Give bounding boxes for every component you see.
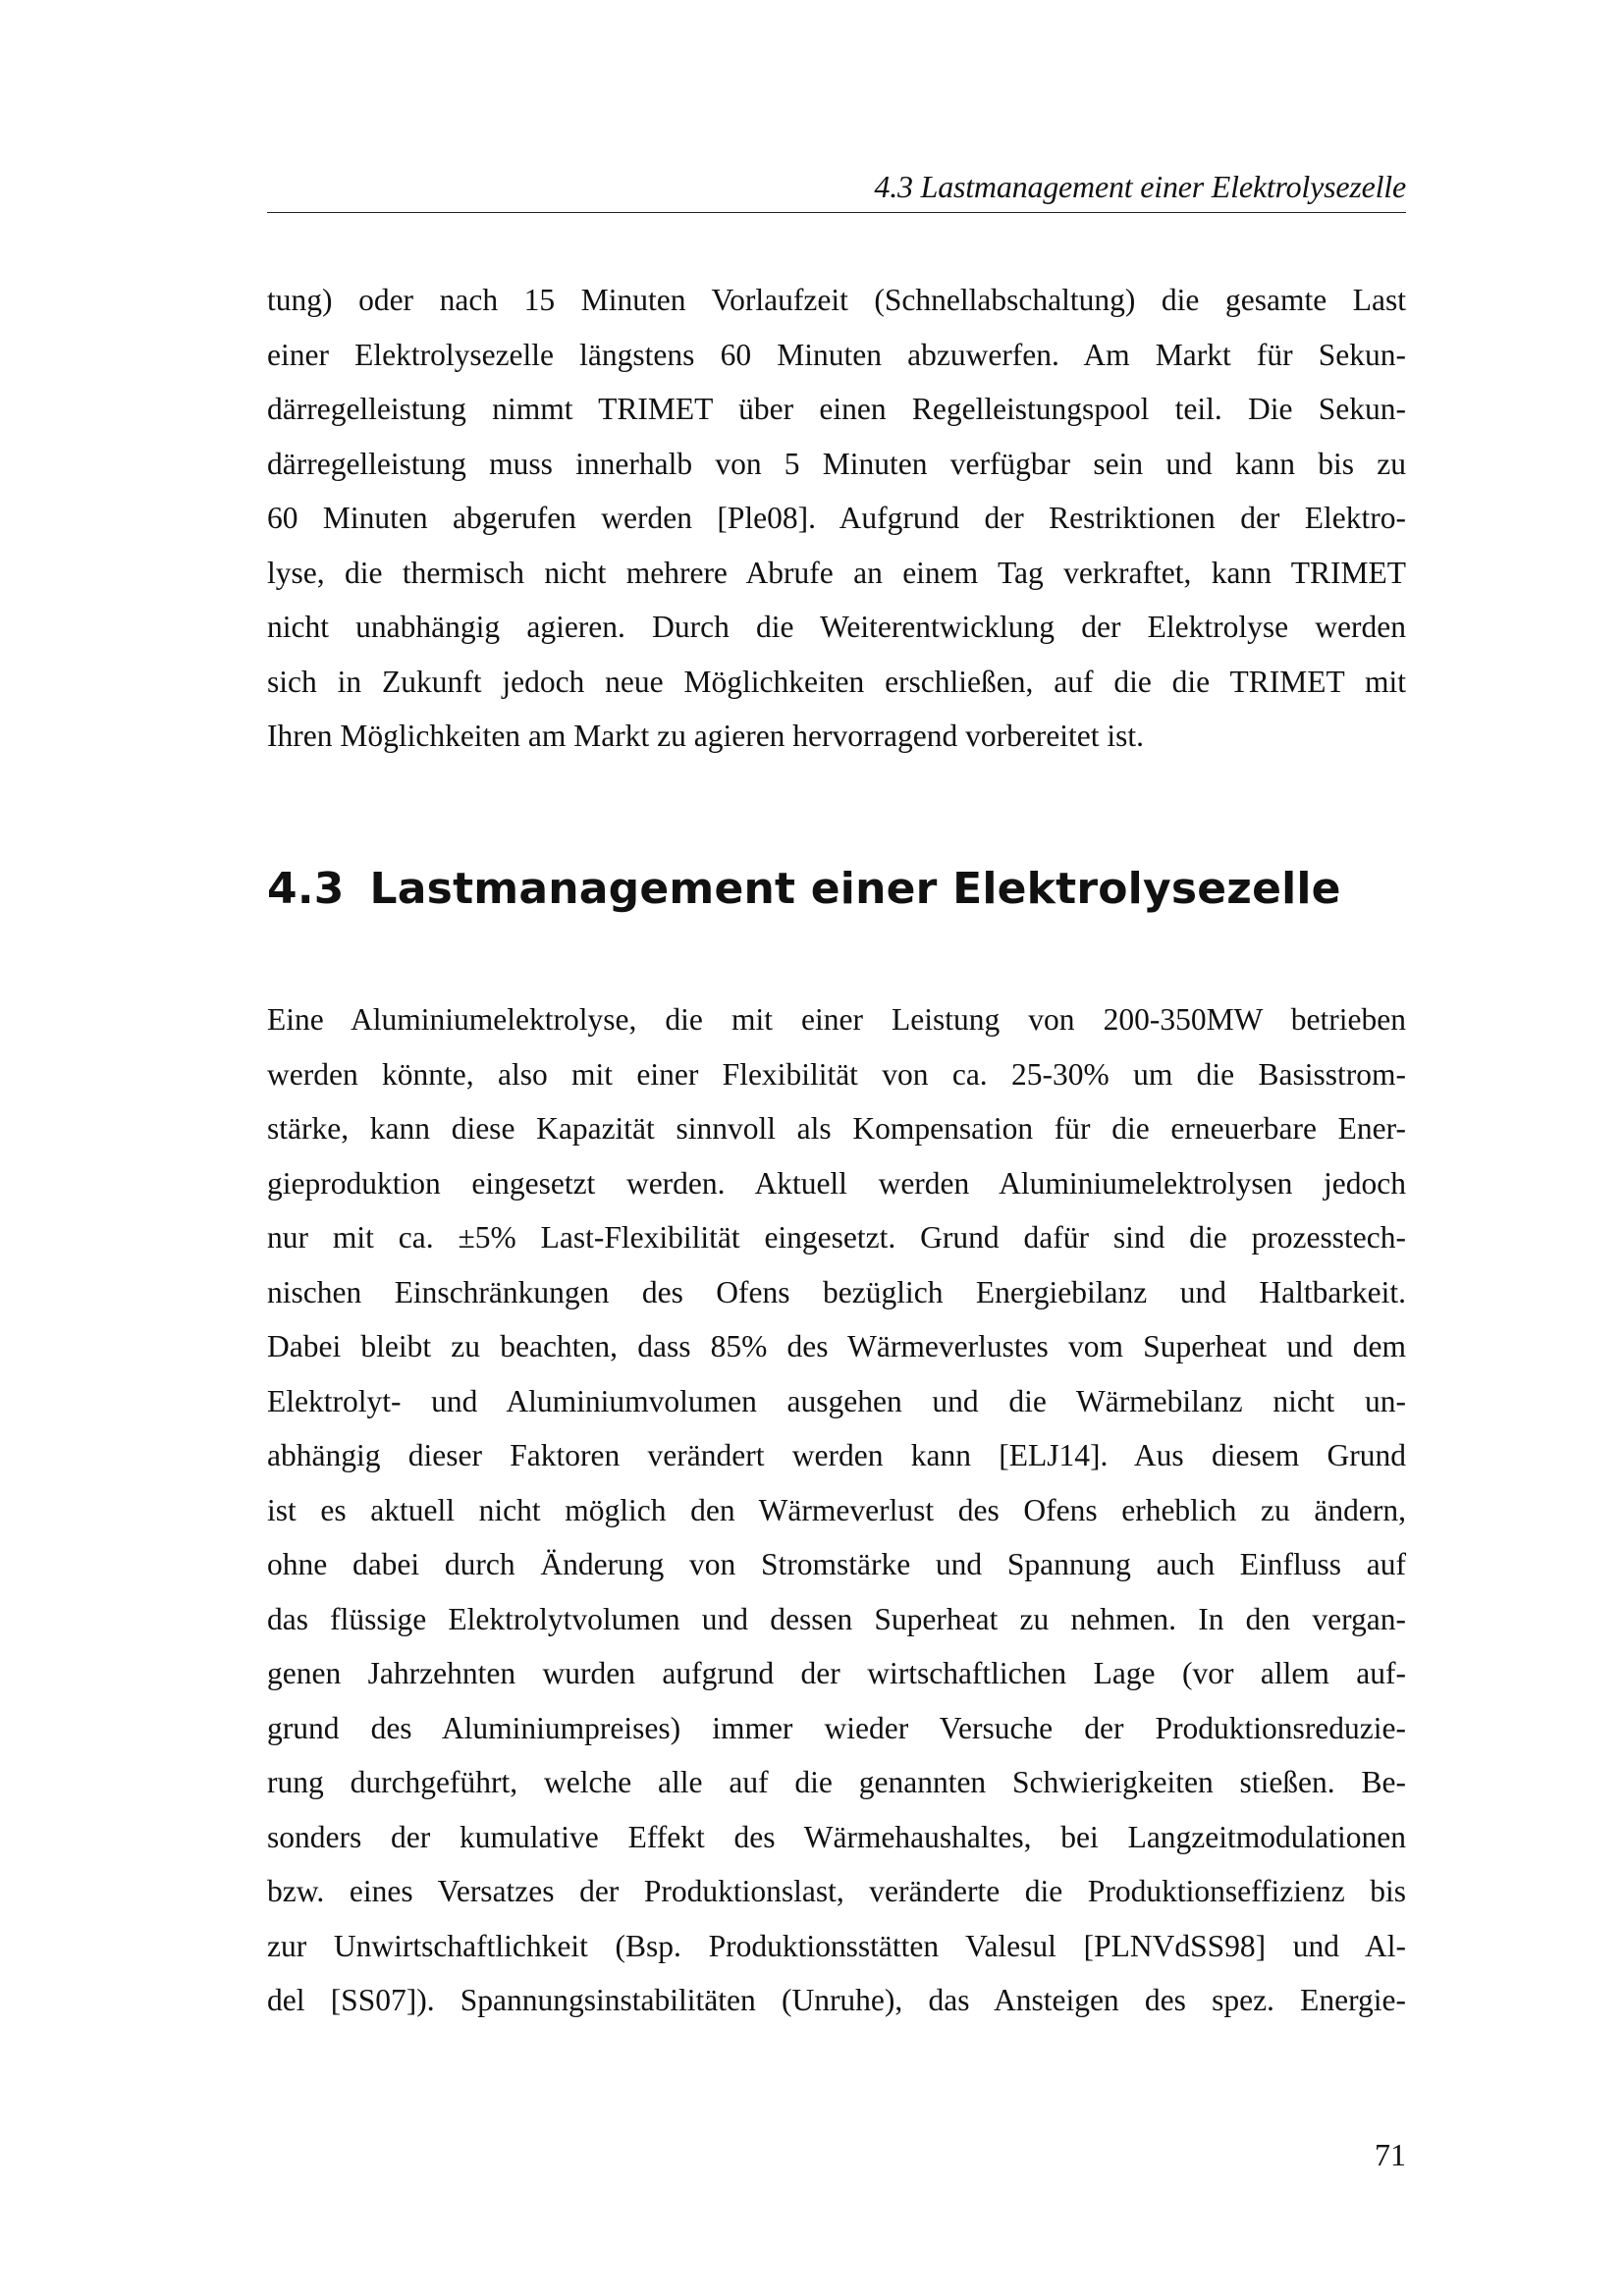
text-line: 60 Minuten abgerufen werden [Ple08]. Aufgrund der Restriktionen der Elektro- <box>267 501 1406 535</box>
text-line: sich in Zukunft jedoch neue Möglichkeiten erschließen, auf die die TRIMET mit <box>267 664 1406 699</box>
paragraph-body <box>267 992 1406 2028</box>
text-line: grund des Aluminiumpreises) immer wieder Versuche der Produktionsreduzie- <box>267 1710 1406 1745</box>
text-line: Eine Aluminiumelektrolyse, die mit einer Leistung von 200-350MW betrieben <box>267 1002 1406 1037</box>
text-line: nur mit ca. ±5% Last-Flexibilität eingesetzt. Grund dafür sind die prozesstech- <box>267 1220 1406 1255</box>
text-line: nischen Einschränkungen des Ofens bezüglich Energiebilanz und Haltbarkeit. <box>267 1274 1406 1309</box>
document-page <box>267 0 1406 2296</box>
section-heading <box>267 862 1341 917</box>
paragraph-continuation <box>267 273 1406 764</box>
text-line: gieproduktion eingesetzt werden. Aktuell werden Aluminiumelektrolysen jedoch <box>267 1165 1406 1201</box>
running-header: 4.3 Lastmanagement einer Elektrolysezelle <box>874 169 1406 204</box>
text-line: ist es aktuell nicht möglich den Wärmeverlust des Ofens erheblich zu ändern, <box>267 1492 1406 1527</box>
text-line: das flüssige Elektrolytvolumen und dessen Superheat zu nehmen. In den vergan- <box>267 1601 1406 1636</box>
text-line: därregelleistung nimmt TRIMET über einen Regelleistungspool teil. Die Sekun- <box>267 392 1406 426</box>
text-line: stärke, kann diese Kapazität sinnvoll als Kompensation für die erneuerbare Ener- <box>267 1111 1406 1146</box>
text-line: därregelleistung muss innerhalb von 5 Minuten verfügbar sein und kann bis zu <box>267 446 1406 481</box>
section-number: 4.3 <box>267 864 345 914</box>
text-line: Dabei bleibt zu beachten, dass 85% des Wärmeverlustes vom Superheat und dem <box>267 1329 1406 1363</box>
text-line: rung durchgeführt, welche alle auf die genannten Schwierigkeiten stießen. Be- <box>267 1765 1406 1799</box>
text-line: lyse, die thermisch nicht mehrere Abrufe an einem Tag verkraftet, kann TRIMET <box>267 555 1406 590</box>
text-line: einer Elektrolysezelle längstens 60 Minuten abzuwerfen. Am Markt für Sekun- <box>267 337 1406 372</box>
text-line: sonders der kumulative Effekt des Wärmehaushaltes, bei Langzeitmodulationen <box>267 1819 1406 1854</box>
text-line: bzw. eines Versatzes der Produktionslast, veränderte die Produktionseffizienz bis <box>267 1874 1406 1908</box>
text-line: werden könnte, also mit einer Flexibilität von ca. 25-30% um die Basisstrom- <box>267 1056 1406 1092</box>
text-line: Ihren Möglichkeiten am Markt zu agieren hervorragend vorbereitet ist. <box>267 719 1145 753</box>
section-title: Lastmanagement einer Elektrolysezelle <box>369 864 1341 914</box>
text-line: abhängig dieser Faktoren verändert werden kann [ELJ14]. Aus diesem Grund <box>267 1438 1406 1472</box>
text-line: del [SS07]). Spannungsinstabilitäten (Unruhe), das Ansteigen des spez. Energie- <box>267 1983 1406 2017</box>
text-line: genen Jahrzehnten wurden aufgrund der wirtschaftlichen Lage (vor allem auf- <box>267 1656 1406 1690</box>
header-rule <box>267 212 1406 213</box>
text-line: nicht unabhängig agieren. Durch die Weiterentwicklung der Elektrolyse werden <box>267 610 1406 644</box>
text-line: tung) oder nach 15 Minuten Vorlaufzeit (Schnellabschaltung) die gesamte Last <box>267 283 1406 317</box>
text-line: Elektrolyt- und Aluminiumvolumen ausgehen und die Wärmebilanz nicht un- <box>267 1383 1406 1418</box>
page-number: 71 <box>1375 2137 1406 2172</box>
text-line: zur Unwirtschaftlichkeit (Bsp. Produktionsstätten Valesul [PLNVdSS98] und Al- <box>267 1928 1406 1963</box>
text-line: ohne dabei durch Änderung von Stromstärke und Spannung auch Einfluss auf <box>267 1547 1406 1581</box>
